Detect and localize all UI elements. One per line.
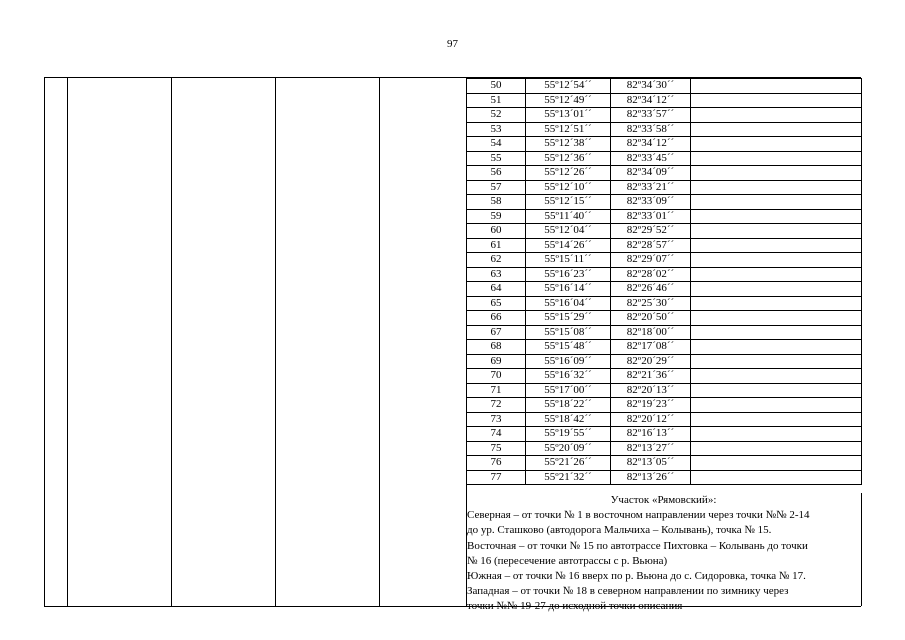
table-row xyxy=(467,93,862,108)
latitude-cell: 55º16´09´´ xyxy=(526,354,611,369)
longitude-cell: 82º34´12´´ xyxy=(611,93,691,108)
longitude-cell: 82º34´09´´ xyxy=(611,166,691,181)
longitude-cell: 82º13´26´´ xyxy=(611,470,691,485)
latitude-cell: 55º12´36´´ xyxy=(526,151,611,166)
page-number: 97 xyxy=(447,38,458,50)
table-row xyxy=(467,383,862,398)
latitude-cell: 55º12´38´´ xyxy=(526,137,611,152)
longitude-cell: 82º33´58´´ xyxy=(611,122,691,137)
point-number-cell: 72 xyxy=(467,398,526,413)
table-row xyxy=(467,180,862,195)
section-description xyxy=(466,493,862,613)
empty-cell xyxy=(691,137,862,152)
table-row xyxy=(467,108,862,123)
longitude-cell: 82º25´30´´ xyxy=(611,296,691,311)
table-row xyxy=(467,296,862,311)
table-row xyxy=(467,456,862,471)
empty-cell xyxy=(691,470,862,485)
latitude-cell: 55º14´26´´ xyxy=(526,238,611,253)
table-row xyxy=(467,398,862,413)
empty-cell xyxy=(691,456,862,471)
table-row xyxy=(467,166,862,181)
table-row xyxy=(467,79,862,94)
table-row xyxy=(467,441,862,456)
point-number-cell: 55 xyxy=(467,151,526,166)
longitude-cell: 82º19´23´´ xyxy=(611,398,691,413)
point-number-cell: 77 xyxy=(467,470,526,485)
table-row xyxy=(467,151,862,166)
point-number-cell: 73 xyxy=(467,412,526,427)
longitude-cell: 82º20´29´´ xyxy=(611,354,691,369)
longitude-cell: 82º13´05´´ xyxy=(611,456,691,471)
section-line: Восточная – от точки № 15 по автотрассе Пихтовка – Колывань до точки xyxy=(467,539,808,552)
point-number-cell: 65 xyxy=(467,296,526,311)
section-title: Участок «Рямовский»: xyxy=(610,494,717,506)
empty-cell xyxy=(691,311,862,326)
table-row xyxy=(467,354,862,369)
table-row xyxy=(467,427,862,442)
latitude-cell: 55º11´40´´ xyxy=(526,209,611,224)
latitude-cell: 55º12´49´´ xyxy=(526,93,611,108)
latitude-cell: 55º16´23´´ xyxy=(526,267,611,282)
latitude-cell: 55º15´29´´ xyxy=(526,311,611,326)
empty-cell xyxy=(691,441,862,456)
point-number-cell: 52 xyxy=(467,108,526,123)
point-number-cell: 56 xyxy=(467,166,526,181)
empty-cell xyxy=(691,296,862,311)
section-line: № 16 (пересечение автотрассы с р. Вьюна) xyxy=(467,554,668,567)
point-number-cell: 54 xyxy=(467,137,526,152)
section-line: точки №№ 19-27 до исходной точки описания xyxy=(467,600,683,613)
table-row xyxy=(467,470,862,485)
coordinates-table-body xyxy=(467,79,862,485)
point-number-cell: 74 xyxy=(467,427,526,442)
point-number-cell: 58 xyxy=(467,195,526,210)
empty-cell xyxy=(691,238,862,253)
longitude-cell: 82º18´00´´ xyxy=(611,325,691,340)
empty-cell xyxy=(691,166,862,181)
table-row xyxy=(467,325,862,340)
column-divider xyxy=(171,78,172,606)
point-number-cell: 64 xyxy=(467,282,526,297)
longitude-cell: 82º13´27´´ xyxy=(611,441,691,456)
empty-cell xyxy=(691,79,862,94)
longitude-cell: 82º34´30´´ xyxy=(611,79,691,94)
table-row xyxy=(467,253,862,268)
longitude-cell: 82º20´13´´ xyxy=(611,383,691,398)
latitude-cell: 55º12´51´´ xyxy=(526,122,611,137)
empty-cell xyxy=(691,253,862,268)
section-line: Северная – от точки № 1 в восточном направлении через точки №№ 2-14 xyxy=(467,509,810,522)
longitude-cell: 82º29´07´´ xyxy=(611,253,691,268)
empty-cell xyxy=(691,427,862,442)
table-row xyxy=(467,412,862,427)
longitude-cell: 82º21´36´´ xyxy=(611,369,691,384)
latitude-cell: 55º12´26´´ xyxy=(526,166,611,181)
latitude-cell: 55º18´22´´ xyxy=(526,398,611,413)
point-number-cell: 71 xyxy=(467,383,526,398)
latitude-cell: 55º18´42´´ xyxy=(526,412,611,427)
table-row xyxy=(467,282,862,297)
table-row xyxy=(467,267,862,282)
coordinates-table xyxy=(466,78,862,485)
empty-cell xyxy=(691,398,862,413)
latitude-cell: 55º12´54´´ xyxy=(526,79,611,94)
longitude-cell: 82º33´09´´ xyxy=(611,195,691,210)
section-line: Южная – от точки № 16 вверх по р. Вьюна до с. Сидоровка, точка № 17. xyxy=(467,570,806,583)
column-divider xyxy=(379,78,380,606)
empty-cell xyxy=(691,412,862,427)
point-number-cell: 63 xyxy=(467,267,526,282)
table-row xyxy=(467,340,862,355)
longitude-cell: 82º34´12´´ xyxy=(611,137,691,152)
table-row xyxy=(467,238,862,253)
empty-cell xyxy=(691,209,862,224)
point-number-cell: 61 xyxy=(467,238,526,253)
table-row xyxy=(467,209,862,224)
empty-cell xyxy=(691,224,862,239)
empty-cell xyxy=(691,325,862,340)
latitude-cell: 55º20´09´´ xyxy=(526,441,611,456)
longitude-cell: 82º20´50´´ xyxy=(611,311,691,326)
point-number-cell: 75 xyxy=(467,441,526,456)
point-number-cell: 53 xyxy=(467,122,526,137)
latitude-cell: 55º13´01´´ xyxy=(526,108,611,123)
longitude-cell: 82º28´02´´ xyxy=(611,267,691,282)
empty-cell xyxy=(691,108,862,123)
latitude-cell: 55º17´00´´ xyxy=(526,383,611,398)
column-divider xyxy=(275,78,276,606)
point-number-cell: 57 xyxy=(467,180,526,195)
table-row xyxy=(467,369,862,384)
latitude-cell: 55º12´04´´ xyxy=(526,224,611,239)
point-number-cell: 68 xyxy=(467,340,526,355)
empty-cell xyxy=(691,180,862,195)
longitude-cell: 82º26´46´´ xyxy=(611,282,691,297)
latitude-cell: 55º21´32´´ xyxy=(526,470,611,485)
table-row xyxy=(467,311,862,326)
table-row xyxy=(467,122,862,137)
latitude-cell: 55º16´04´´ xyxy=(526,296,611,311)
point-number-cell: 69 xyxy=(467,354,526,369)
point-number-cell: 62 xyxy=(467,253,526,268)
column-divider xyxy=(67,78,68,606)
latitude-cell: 55º15´08´´ xyxy=(526,325,611,340)
document-table xyxy=(44,77,861,613)
point-number-cell: 66 xyxy=(467,311,526,326)
latitude-cell: 55º15´11´´ xyxy=(526,253,611,268)
point-number-cell: 50 xyxy=(467,79,526,94)
empty-cell xyxy=(691,122,862,137)
longitude-cell: 82º29´52´´ xyxy=(611,224,691,239)
point-number-cell: 51 xyxy=(467,93,526,108)
empty-cell xyxy=(691,195,862,210)
longitude-cell: 82º33´21´´ xyxy=(611,180,691,195)
latitude-cell: 55º19´55´´ xyxy=(526,427,611,442)
empty-cell xyxy=(691,267,862,282)
longitude-cell: 82º33´57´´ xyxy=(611,108,691,123)
table-row xyxy=(467,195,862,210)
point-number-cell: 59 xyxy=(467,209,526,224)
latitude-cell: 55º12´15´´ xyxy=(526,195,611,210)
section-line: до ур. Сташково (автодорога Мальчиха – Колывань), точка № 15. xyxy=(467,524,772,537)
latitude-cell: 55º16´32´´ xyxy=(526,369,611,384)
table-row xyxy=(467,137,862,152)
empty-cell xyxy=(691,282,862,297)
section-line: Западная – от точки № 18 в северном направлении по зимнику через xyxy=(467,585,789,598)
point-number-cell: 76 xyxy=(467,456,526,471)
latitude-cell: 55º16´14´´ xyxy=(526,282,611,297)
empty-cell xyxy=(691,93,862,108)
longitude-cell: 82º28´57´´ xyxy=(611,238,691,253)
empty-cell xyxy=(691,151,862,166)
latitude-cell: 55º12´10´´ xyxy=(526,180,611,195)
longitude-cell: 82º33´01´´ xyxy=(611,209,691,224)
empty-cell xyxy=(691,354,862,369)
longitude-cell: 82º33´45´´ xyxy=(611,151,691,166)
latitude-cell: 55º21´26´´ xyxy=(526,456,611,471)
empty-cell xyxy=(691,369,862,384)
longitude-cell: 82º20´12´´ xyxy=(611,412,691,427)
empty-cell xyxy=(691,340,862,355)
point-number-cell: 67 xyxy=(467,325,526,340)
section-lines xyxy=(466,508,861,614)
longitude-cell: 82º17´08´´ xyxy=(611,340,691,355)
longitude-cell: 82º16´13´´ xyxy=(611,427,691,442)
point-number-cell: 60 xyxy=(467,224,526,239)
point-number-cell: 70 xyxy=(467,369,526,384)
latitude-cell: 55º15´48´´ xyxy=(526,340,611,355)
empty-cell xyxy=(691,383,862,398)
table-row xyxy=(467,224,862,239)
